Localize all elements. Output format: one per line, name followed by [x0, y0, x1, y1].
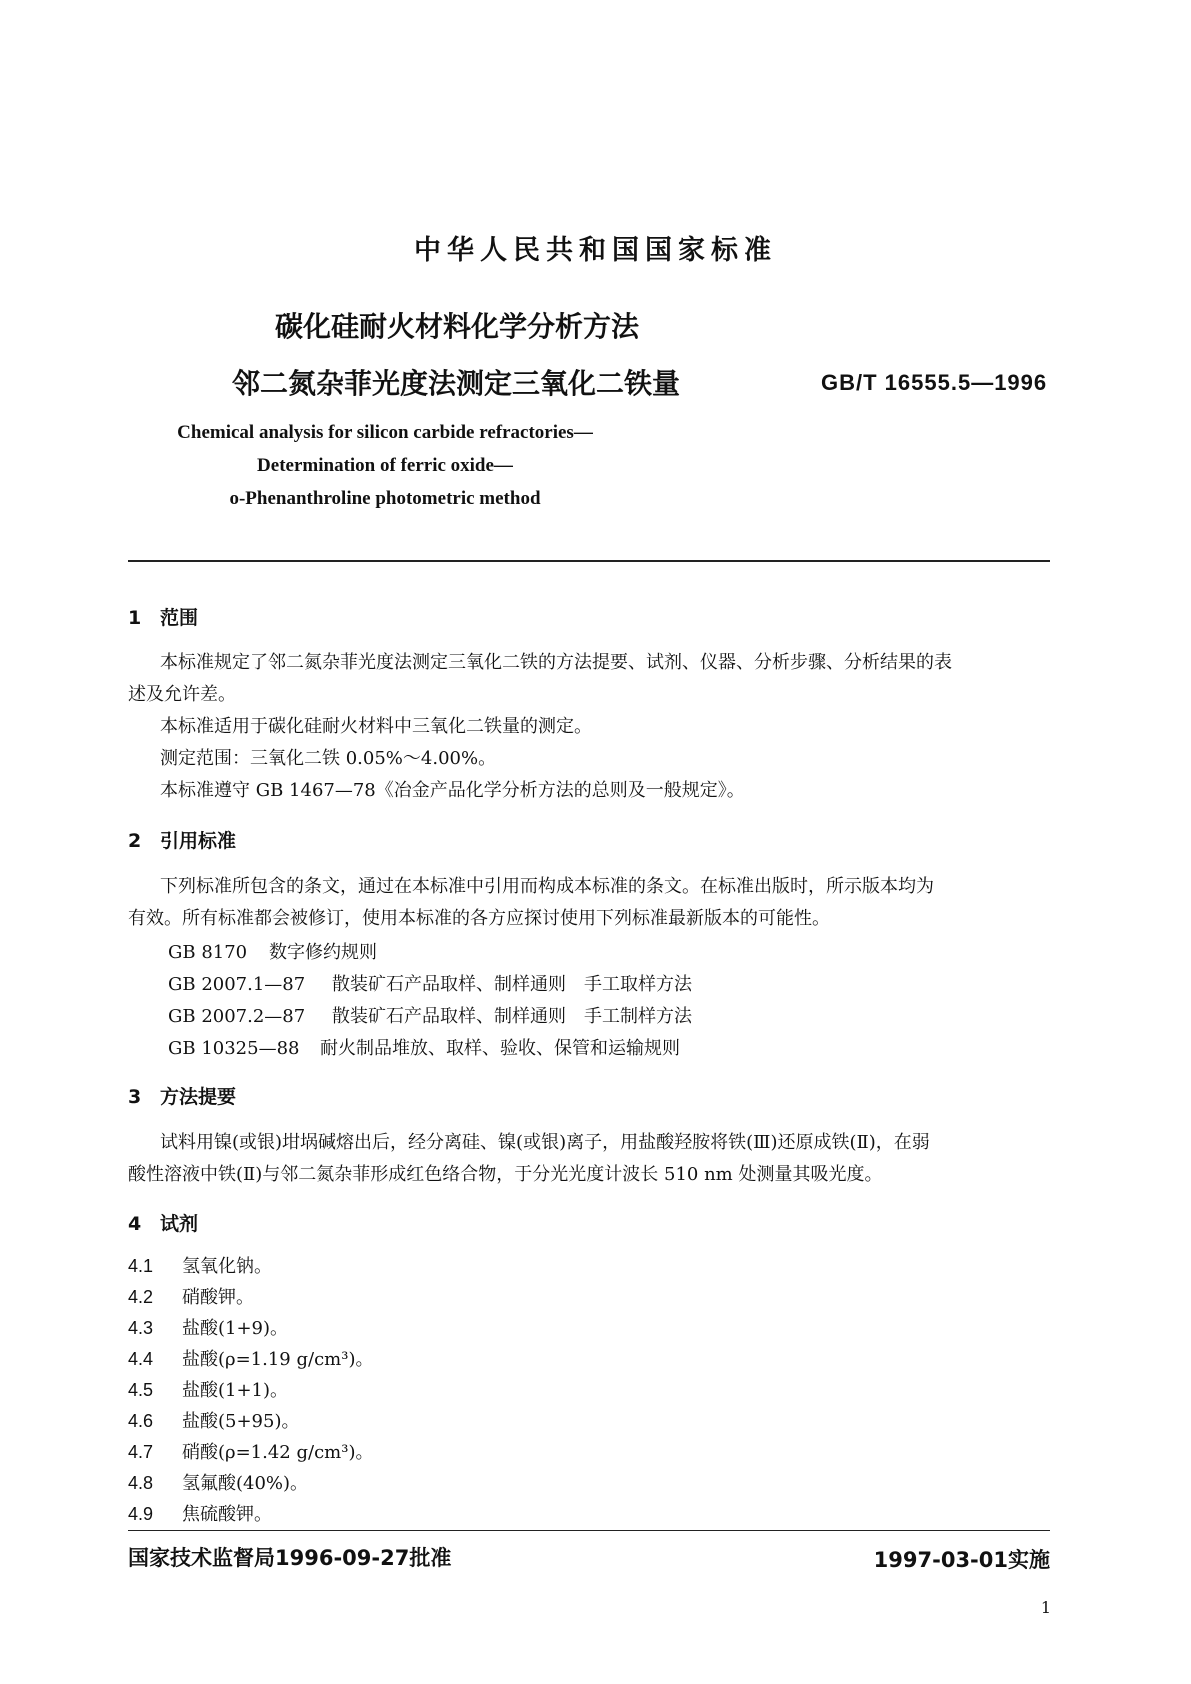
national-standard-heading: 中华人民共和国国家标准	[414, 235, 777, 266]
reagent-item	[128, 1314, 288, 1340]
section-number: 3	[128, 1086, 142, 1108]
section-1-para-1b: 述及允许差。	[128, 684, 236, 705]
reagent-item	[128, 1407, 299, 1433]
page-number: 1	[1040, 1598, 1051, 1617]
reference-row	[168, 938, 377, 964]
reagent-text: 盐酸(5+95)。	[182, 1411, 300, 1432]
reference-code: GB 2007.2—87	[168, 1006, 306, 1027]
header-divider	[128, 560, 1050, 562]
section-number: 4	[128, 1213, 142, 1235]
reagent-number: 4.3	[128, 1318, 154, 1338]
section-4-heading	[128, 1209, 198, 1236]
section-2-heading	[128, 826, 236, 853]
reagent-number: 4.9	[128, 1504, 154, 1524]
reference-row	[168, 1034, 680, 1060]
reagent-text: 盐酸(1+1)。	[182, 1380, 289, 1401]
reagent-text: 盐酸(ρ=1.19 g/cm³)。	[182, 1349, 374, 1370]
reference-title: 散装矿石产品取样、制样通则 手工制样方法	[332, 1006, 692, 1027]
section-2-para-1b: 有效。所有标准都会被修订，使用本标准的各方应探讨使用下列标准最新版本的可能性。	[128, 908, 830, 929]
section-1-heading	[128, 603, 198, 630]
footer-divider	[128, 1530, 1050, 1531]
reagent-number: 4.7	[128, 1442, 154, 1462]
reference-row	[168, 1002, 692, 1028]
title-en-line2: Determination of ferric oxide—	[257, 455, 513, 476]
title-en-line3: o-Phenanthroline photometric method	[229, 488, 541, 509]
section-number: 1	[128, 607, 142, 629]
reagent-text: 焦硫酸钾。	[182, 1504, 272, 1525]
reagent-item	[128, 1469, 308, 1495]
reagent-number: 4.4	[128, 1349, 154, 1369]
section-1-para-2: 本标准适用于碳化硅耐火材料中三氧化二铁量的测定。	[160, 716, 592, 737]
reference-code: GB 10325—88	[168, 1038, 300, 1059]
reagent-number: 4.1	[128, 1256, 154, 1276]
reagent-number: 4.2	[128, 1287, 154, 1307]
reagent-text: 氢氧化钠。	[182, 1256, 272, 1277]
section-title: 试剂	[160, 1213, 199, 1235]
section-3-para-1b: 酸性溶液中铁(Ⅱ)与邻二氮杂菲形成红色络合物，于分光光度计波长 510 nm 处测量其吸光度。	[128, 1164, 883, 1185]
reagent-item	[128, 1438, 373, 1464]
section-1-para-4: 本标准遵守 GB 1467—78《冶金产品化学分析方法的总则及一般规定》。	[160, 780, 745, 801]
reagent-item	[128, 1283, 254, 1309]
section-number: 2	[128, 830, 142, 852]
reagent-text: 氢氟酸(40%)。	[182, 1473, 309, 1494]
reference-code: GB 8170	[168, 942, 248, 963]
title-en-line1: Chemical analysis for silicon carbide refractories—	[177, 422, 593, 443]
section-title: 范围	[160, 607, 199, 629]
section-1-para-1a: 本标准规定了邻二氮杂菲光度法测定三氧化二铁的方法提要、试剂、仪器、分析步骤、分析结果的表	[160, 652, 952, 673]
reagent-number: 4.6	[128, 1411, 154, 1431]
section-title: 引用标准	[160, 830, 237, 852]
reagent-item	[128, 1252, 272, 1278]
reagent-item	[128, 1376, 288, 1402]
reagent-item	[128, 1500, 272, 1526]
reference-title: 散装矿石产品取样、制样通则 手工取样方法	[332, 974, 692, 995]
reagent-text: 硝酸(ρ=1.42 g/cm³)。	[182, 1442, 374, 1463]
effective-date: 1997-03-01实施	[873, 1548, 1050, 1572]
reagent-text: 盐酸(1+9)。	[182, 1318, 289, 1339]
reagent-item	[128, 1345, 373, 1371]
section-title: 方法提要	[160, 1086, 237, 1108]
reference-title: 耐火制品堆放、取样、验收、保管和运输规则	[320, 1038, 680, 1059]
standard-code: GB/T 16555.5—1996	[821, 370, 1048, 395]
reference-title: 数字修约规则	[269, 942, 377, 963]
reagent-text: 硝酸钾。	[182, 1287, 254, 1308]
section-3-para-1a: 试料用镍(或银)坩埚碱熔出后，经分离硅、镍(或银)离子，用盐酸羟胺将铁(Ⅲ)还原成铁(Ⅱ)，在弱	[160, 1132, 930, 1153]
title-zh-line1: 碳化硅耐火材料化学分析方法	[275, 310, 640, 343]
title-zh-line2: 邻二氮杂菲光度法测定三氧化二铁量	[232, 367, 681, 400]
section-1-para-3: 测定范围：三氧化二铁 0.05%～4.00%。	[160, 748, 497, 769]
section-2-para-1a: 下列标准所包含的条文，通过在本标准中引用而构成本标准的条文。在标准出版时，所示版本均为	[160, 876, 934, 897]
approval-date: 国家技术监督局1996-09-27批准	[128, 1546, 452, 1570]
reference-row	[168, 970, 692, 996]
reagent-number: 4.8	[128, 1473, 154, 1493]
reference-code: GB 2007.1—87	[168, 974, 306, 995]
section-3-heading	[128, 1082, 236, 1109]
reagent-number: 4.5	[128, 1380, 154, 1400]
